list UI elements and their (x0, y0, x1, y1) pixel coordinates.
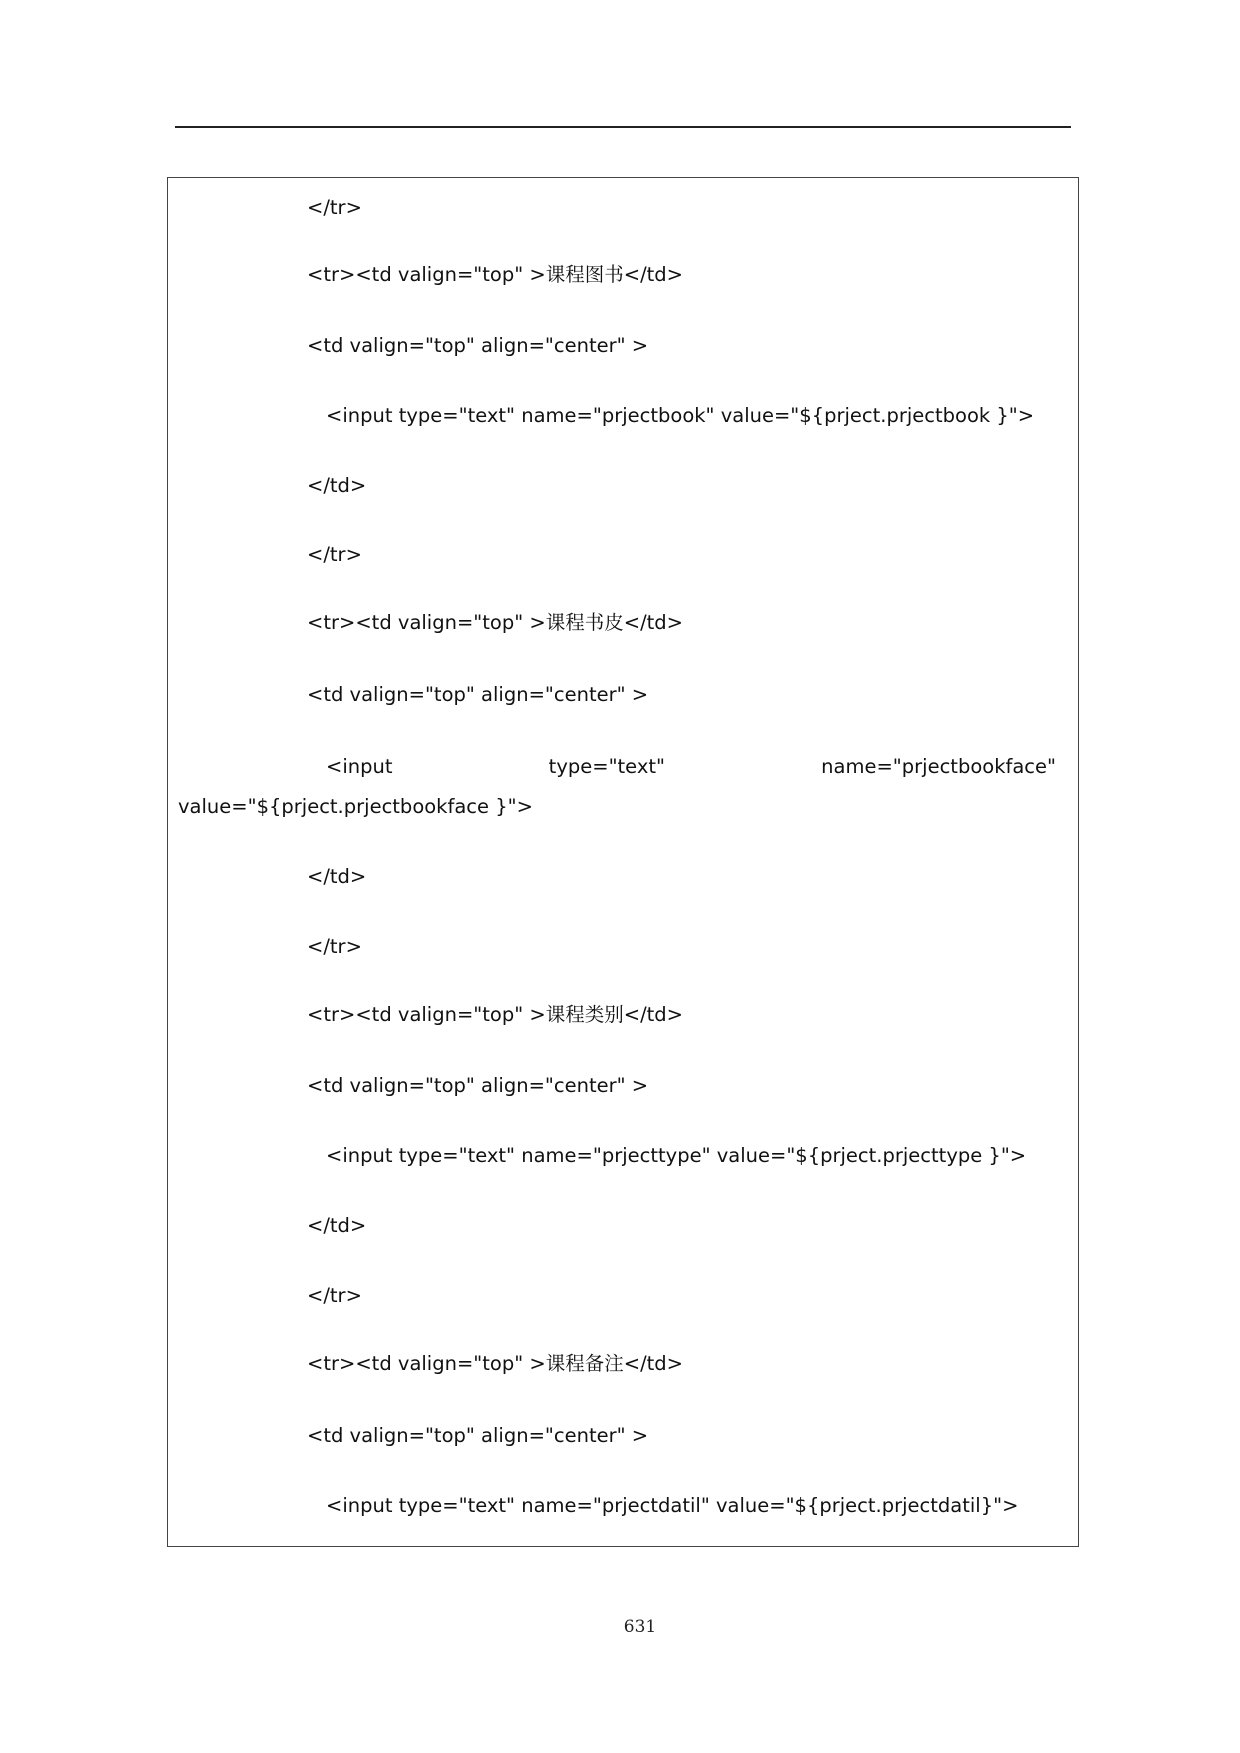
code-line-1: </tr> (307, 196, 362, 219)
code-fragment: type="text" (548, 755, 665, 778)
code-line-16: </td> (307, 1214, 367, 1237)
code-fragment: <tr><td valign="top" > (307, 611, 546, 634)
code-line-18 (307, 1352, 683, 1376)
code-line-4: <input type="text" name="prjectbook" value="${prject.prjectbook }"> (326, 404, 1035, 427)
page-number: 631 (623, 1617, 657, 1637)
code-fragment: name="prjectbookface" (821, 755, 1056, 778)
code-cjk-label: 课程书皮 (545, 611, 624, 634)
code-fragment: <tr><td valign="top" > (307, 263, 546, 286)
code-line-3: <td valign="top" align="center" > (307, 334, 649, 357)
code-line-13 (307, 1003, 683, 1027)
code-line-9-justified (326, 755, 1056, 779)
code-fragment: </td> (623, 1003, 684, 1026)
code-line-14: <td valign="top" align="center" > (307, 1074, 649, 1097)
code-line-20: <input type="text" name="prjectdatil" value="${prject.prjectdatil}"> (326, 1494, 1019, 1517)
code-line-19: <td valign="top" align="center" > (307, 1424, 649, 1447)
code-fragment: </td> (623, 1352, 684, 1375)
code-line-11: </td> (307, 865, 367, 888)
code-line-12: </tr> (307, 935, 362, 958)
code-fragment: <input (326, 755, 393, 778)
code-cjk-label: 课程备注 (545, 1352, 624, 1375)
code-fragment: <tr><td valign="top" > (307, 1352, 546, 1375)
code-fragment: </td> (623, 611, 684, 634)
code-cjk-label: 课程类别 (545, 1003, 624, 1026)
code-line-17: </tr> (307, 1284, 362, 1307)
code-line-7 (307, 611, 683, 635)
code-line-6: </tr> (307, 543, 362, 566)
header-rule (175, 126, 1071, 128)
code-fragment: <tr><td valign="top" > (307, 1003, 546, 1026)
code-line-2 (307, 263, 683, 287)
code-cjk-label: 课程图书 (545, 263, 624, 286)
code-line-8: <td valign="top" align="center" > (307, 683, 649, 706)
code-listing-box (167, 177, 1079, 1547)
code-line-10: value="${prject.prjectbookface }"> (178, 795, 533, 818)
code-fragment: </td> (623, 263, 684, 286)
code-line-15: <input type="text" name="prjecttype" value="${prject.prjecttype }"> (326, 1144, 1027, 1167)
code-line-5: </td> (307, 474, 367, 497)
